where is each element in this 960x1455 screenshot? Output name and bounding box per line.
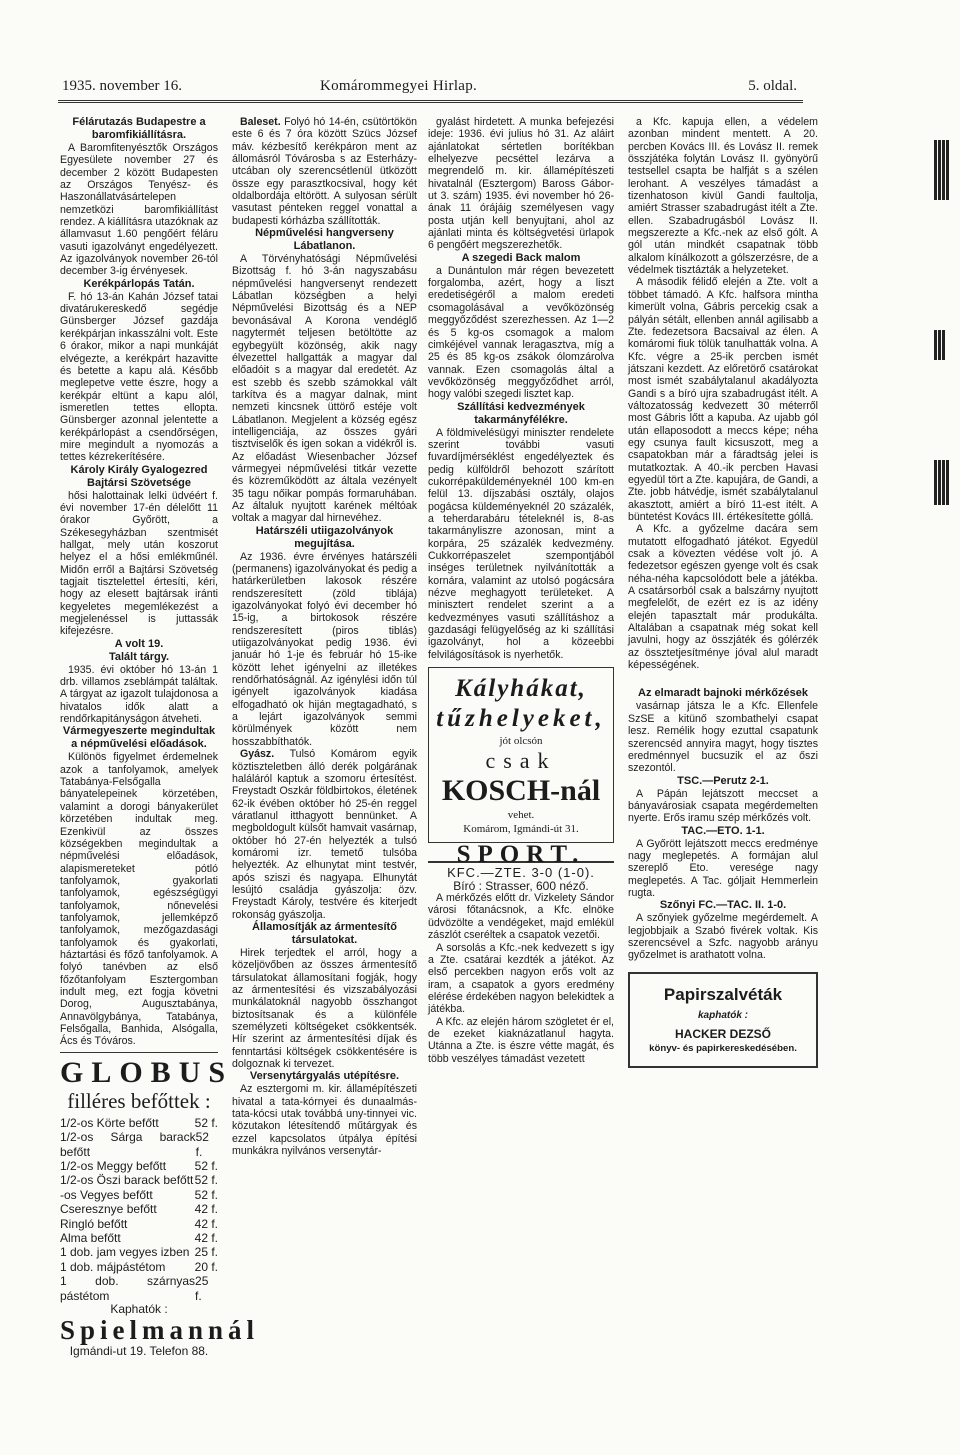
item-price: 52 f. (194, 1158, 218, 1173)
ad-line: jót olcsón (499, 735, 543, 748)
ad-title: Papirszalvéták (663, 984, 783, 1004)
item-price: 42 f. (194, 1230, 218, 1245)
article-text: vasárnap játsza le a Kfc. Ellenfele SzSE a kitünő szombathelyi csapat lesz. Remélik hogy ezuttal csapatunk szerencséd annyira magyt, hogy tisztes eredménnyel bucsuzik el az őszi szezontól. (628, 700, 818, 775)
article-text: Az 1936. évre érvényes határszéli (permanens) igazolványokat és pedig a határkerületben lakosok részére rendszeresített (zöld tiblája) igazolványokat folyó évi december hó 15-ig, a birtokosok részére rendszeresített (piros tiblás) utiigazolványokat pedig 1936. évi január hó 1-je és február hó 15-ike között lehet igényelni az illetékes rendőrhatóságnál. Az igénylési időn túl igényelt igazolványok kiadása elfogadható ok hiján megtagadható, s a lejárt igazolványok semmi körülmények között nem hosszabbíthatók. (232, 550, 417, 748)
ad-line: vehet. (507, 809, 535, 822)
item-price: 52 f. (194, 1187, 218, 1202)
article-headline: A volt 19. (114, 637, 164, 650)
article-headline: Szőnyi FC.—TAC. II. 1-0. (659, 899, 787, 912)
item-price: 25 f. (194, 1245, 218, 1260)
item-price: 25 f. (195, 1274, 209, 1303)
ad-address: Igmándi-ut 19. Telefon 88. (69, 1344, 209, 1359)
item-name: -os Vegyes befőtt (60, 1187, 153, 1202)
price-row (60, 1159, 218, 1173)
ad-shop-name: HACKER DEZSŐ (674, 1027, 771, 1041)
article-text: gyalást hirdetett. A munka befejezési ideje: 1936. évi julius hó 31. Az aláirt ajánlatokat sértetlen borítékban elhelyezve pecséttel lezárva a megrendelő m. kir. államépítészeti hivatalnál (Esztergom) Baross Gábor-ut 3. szám) 1935. évi november hó 26-ának 11 órájáig személyesen vagy posta utján kell benyujtani, ahol az ajánlati minta és költségvetési ürlapok 6 pengőért megszerezhetők. (428, 116, 614, 252)
price-row (60, 1231, 218, 1245)
article-headline: A szegedi Back malom (461, 251, 581, 264)
match-score: KFC.—ZTE. 3-0 (1-0). (447, 865, 595, 881)
item-price: 20 f. (194, 1259, 218, 1274)
item-price: 42 f. (194, 1202, 218, 1217)
article-text: hősi halottainak lelki üdvéért f. évi november 17-én délelőtt 11 órakor Győrött, a Székesegyházban szentmisét hallgat, mely után koszorut helyez el a hősi emlékműnél. Midőn erről a Bajtársi Szövetség tagjait tisztelettel értesíti, kéri, hogy az elesett bajtársak iránti kegyeletes megemlékezést a megjelenéssel is juttassák kifejezésre. (60, 489, 218, 638)
article-text: A Pápán lejátszott meccset a bányavárosiak csapata megérdemelten nyerte. Erős iramu szép mérkőzés volt. (628, 787, 818, 825)
article-headline: Szállítási kedvezmények takarmányfélékre. (457, 400, 585, 426)
article-headline: Államosítják az ármentesítő társulatokat. (252, 920, 397, 946)
article-text: A Kfc. az elején három szögletet ér el, de ezeket kiaknázatlanul hagyta. Utánna a Zte. is észre vétte magát, és több veszélyes támadást vezetett (428, 1015, 614, 1065)
ad-available: kaphatók : (697, 1009, 748, 1021)
item-name: 1 dob. jam vegyes izben (60, 1245, 190, 1260)
item-name: 1 dob. szárnyas pástétom (60, 1274, 196, 1303)
article-headline: Károly Király Gyalogezred Bajtársi Szövetsége (70, 463, 208, 489)
item-price: 52 f. (194, 1115, 218, 1130)
ad-line: Kályhákat, (455, 675, 587, 703)
item-name: Alma befőtt (60, 1230, 121, 1245)
article-headline: Határszéli utiigazolványok megujítása. (255, 524, 394, 550)
article-text: Az esztergomi m. kir. államépítészeti hivatal a tata-kórnyei és dunaalmás-tata-kócsi utak továbbá uny-tinnyei vic. közutakon létesítendő műtárgyak és ezzel kapcsolatos útpálya építési munkákra nyilvános versenytár- (232, 1083, 417, 1158)
price-row (60, 1188, 218, 1202)
scan-mark (934, 140, 956, 205)
article-text (232, 116, 417, 227)
article-headline: Talált tárgy. (108, 650, 170, 663)
match-referee: Bíró : Strasser, 600 néző. (453, 878, 589, 893)
article-headline: Az elmaradt bajnoki mérkőzések (638, 687, 808, 700)
item-name: 1/2-os Meggy befőtt (60, 1158, 167, 1173)
column-4 (628, 116, 818, 1446)
article-text: A második félidő elején a Zte. volt a többet támadó. A Kfc. halfsora mintha kimerült volna, Gábris percekig csak a pályán sétált, ellenben annál agilisabb a Zte. fedezetsora Bacsaival az élen. A komáromi fiuk tölük tanulhatták volna. A Kfc. végre a 25-ik percben ismét játszani kezdett. Az előretörő csatárokat most ismét szabálytalanul akadályozta Gandi s a bíró ujra szabadrugást itélt. A változatosság kedvezett 30 méterről most Gábris lőtt a kapuba. Az ujabb gól után ellaposodott a meccs képe; néha egy csunya fault kicsuszott, meg a csapatokban már a fáradtság jelei is mutatkoztak. A 40.-ik percben Havasi egyedül tört a Zte. kapujára, de Gandi, a Zte. jobb hátvédje, ismét szabálytalanul akasztott, amiért a bíró 11-est itélt. A büntetést Kovács III. értékesítette góllá. (628, 276, 818, 523)
article-text: a Kfc. kapuja ellen, a védelem azonban mindent mentett. A 20. percben Kovács III. és Lovász II. remek összjátéka folytán Lovász II. gyönyörű testsellel csapta be halfját s a szélen lerohant. A veszélyes támadást a tizenhatoson kivül Gandi faultolja, amiért Strasser szabadrugást itélt a Zte. ellen. Szabadrugásból Lovász II. megszerezte a Kfc.-nek az első gólt. A gól után mindkét csapatnak több alkalom kínálkozott a gólszerzésre, de a védelmek tisztázták a helyzeteket. (628, 116, 818, 277)
page-header (58, 72, 803, 103)
price-row (60, 1116, 218, 1130)
article-text: A szőnyiek győzelme megérdemelt. A legjobbjaik a Szabó fivérek voltak. Kis szerencsével a Szfc. nagyobb arányu győzelmet is arathatott volna. (628, 912, 818, 962)
globus-advertisement (60, 1055, 260, 1359)
item-price: 52 f. (194, 1173, 218, 1188)
ad-shop-name: Spielmannál (60, 1315, 260, 1346)
ad-description: könyv- és papirkereskedésében. (649, 1043, 797, 1055)
item-name: 1 dob. májpástétom (60, 1259, 166, 1274)
article-text: 1935. évi október hó 13-án 1 drb. villamos zseblámpát találtak. A tárgyat az igazolt tulajdonosa a hivatalos idők alatt a rendőrkapitányságon átveheti. (60, 663, 218, 726)
ad-title: GLOBUS (60, 1055, 234, 1089)
ad-line: csak (485, 748, 557, 774)
article-headline: Kerékpárlopás Tatán. (83, 277, 195, 290)
article-lead: Gyász. (240, 748, 275, 761)
price-row (60, 1217, 218, 1231)
ad-line: tűzhelyeket, (436, 705, 606, 733)
article-text: A mérkőzés előtt dr. Vizkelety Sándor városi főtanácsnok, a Kfc. elnöke üdvözölte a vendégeket, majd emlékül zászlót cseréltek a csapatok vezetői. (428, 892, 614, 942)
article-text: Különös figyelmet érdemelnek azok a tanfolyamok, amelyek Tatabánya-Felsőgalla bányatelepeinek körzetében, valamint a dorogi bányakerület körzetében indultak meg. Ezenkivül az összes községekben megindultak a népművelési előadások, alapismereteket pótló tanfolyamok, gyakorlati tanfolyamok, egészségügyi tanfolyamok, nőnevelési tanfolyamok, jellemképző tanfolyamok, mezőgazdasági tanfolyamok és gyakorlati, háztartási és főző tanfolyamok. A folyó tanévben az első főzőtanfolyam Esztergomban indult meg, ezt fogja követni Dorog, Augusztabánya, Annavölgybánya, Tatabánya, Felsőgalla, Banhida, Alsógalla, Ács és Tóváros. (60, 751, 218, 1048)
article-headline: TSC.—Perutz 2-1. (677, 774, 769, 787)
item-name: 1/2-os Körte befőtt (60, 1115, 159, 1130)
scan-mark (934, 460, 956, 510)
sport-section-title: SPORT. (428, 849, 614, 863)
article-headline: TAC.—ETO. 1-1. (681, 824, 765, 837)
item-price: 52 f. (195, 1130, 209, 1159)
article-body: Tulsó Komárom egyik köztiszteletben álló derék polgárának haláláról kaptuk a szomoru értesítést. Freystadt Oszkár földbirtokos, életének 62-ik évében október hó 25-én reggel váratlanul itthagyott bennünket. A megboldogult külsőt hamvait vasárnap, október hó 27-én helyezték a tulsó komáromi izr. temető tulsóba helyezték. Az elhunytat mint testvér, após sziszi és nagyapa. Elhunytát lesújtó családja gyászolja: özv. Freystadt Károly, testvére és kiterjedt rokonság gyászolja. (232, 748, 417, 921)
ad-subtitle: filléres befőttek : (67, 1088, 211, 1113)
price-row (60, 1130, 218, 1159)
article-text: A Kfc. a győzelme dacára sem mutatott elfogadható játékot. Egyedül csak a kövezten védése volt jó. A fedezetsor egészen gyenge volt és csak néha-néha kapcsolódott bele a játékba. A csatársorból csak a balszárny nyujtott megfelelőt, de ezért ez is az idény elején tapasztalt már produkálta. Altalában a csapatnak még sokat kell javulni, hogy az összjáték és gólérzék az össztetjesítménye jóval alul maradt képességének. (628, 523, 818, 672)
article-text: Hirek terjedtek el arról, hogy a közeljövőben az összes ármentesítő társulatokat államosítani fogják, hogy az ármentesítési és vizszabályozási munkálatoknál nagyobb összhangot biztosítsanak és a különféle személyzeti költségeket csökkentsék. Hír szerint az ármentesítési díjak és fenntartási költségek csökkentésére is dolgoznak ki tervezet. (232, 946, 417, 1071)
price-row (60, 1274, 218, 1303)
price-row (60, 1202, 218, 1216)
item-name: 1/2-os Sárga barack befőtt (60, 1130, 196, 1159)
article-text: F. hó 13-án Kahán József tatai divatárukereskedő segédje Günsberger József gazdája kerékpárjan inkasszálni volt. Este 6 órakor, mikor a napi munkáját elvégezte, a kerékpárt hazavitte és betette a kapu alá. Később meglepetve vette észre, hogy a kerékpár eltünt a kapu alól, ismeretlen tettes ellopta. Günsberger azonnal jelentette a kerékpárlopást a csendőrségen, mire megindult a nyomozás a tettes kézrekerítésére. (60, 290, 218, 464)
price-row (60, 1245, 218, 1259)
item-name: Ringló befőtt (60, 1216, 128, 1231)
article-text: A sorsolás a Kfc.-nek kedvezett s igy a Zte. csatárai kezdték a játékot. Az első percekben nagyon erős volt az iram, a csapatok a gyors eredmény elérése érdekében nagyon belekidtek a játékba. (428, 941, 614, 1016)
newspaper-title: Komárommegyei Hirlap. (320, 78, 478, 94)
ad-shop-name: KOSCH-nál (441, 774, 601, 808)
column-3 (428, 116, 614, 1446)
divider (60, 1052, 218, 1053)
article-body: Folyó hó 14-én, csütörtökön este 6 és 7 óra között Szücs József máv. kézbesítő kerékpáron ment az állomásról Tóvárosba s az Esterházy-utcában oly szerencsétlenül ütközött össze egy parasztkocsival, hogy két oldalbordája eltörött. A sulyosan sérült vasutast pénteken reggel vonattal a budapesti kórházba szállították. (232, 116, 417, 227)
article-lead: Baleset. (240, 116, 281, 128)
spacer (628, 671, 818, 687)
kosch-advertisement (428, 667, 614, 843)
article-text: A Baromfitenyésztők Országos Egyesülete november 27 és december 2 között Budapesten az Országos Tenyész- és Haszonállatvásártelepen nemzetközi baromfikiállítást rendez. A kiállításra utazóknak az államvasut 1.60 pengőért féláru vasuti igazolványt engedélyezett. Az igazolványok november 26-tól december 3-ig érvényesek. (60, 142, 218, 278)
article-text: A Törvényhatósági Népművelési Bizottság f. hó 3-án nagyszabásu népművelési hangversenyt rendezett Lábatlan községben a helyi Népművelési Bizottság és a NEP bevonásával A Korona vendéglő nagytermét teljesen betöltötte az egybegyült közönség, akik nagy élvezettel hallgatták a magyar dal előadóit s a magyar dal eredetét. Az est szebb és szebb számokkal vált tarkítva és a magyar dalnak, mint nemzeti kincsnek üttörő estéje volt Lábatlanon. Megjelent a község egész intelligenciája, az összes gyári tisztviselők és igen sokan a vidékről is. Az előadást Wiesenbacher József vármegyei népművelési titkár vezette és közreműködött az általa vezényelt 35 tagu nőikar pompás formaruhában. Az általuk nyujtott karének méltóak voltak a magyar dal hirnevéhez. (232, 253, 417, 525)
price-row (60, 1173, 218, 1187)
scan-mark (934, 330, 956, 365)
article-text: A Győrött lejátszott meccs eredménye nagy meglepetés. A formájan alul szereplő Eto. veresége nagy meglepetés. A Tac. góljait Hemmerlein rugta. (628, 837, 818, 899)
page-number: 5. oldal. (748, 78, 797, 94)
ad-available: Kaphatók : (110, 1301, 168, 1316)
article-headline: Versenytárgyalás utépítésre. (249, 1070, 400, 1083)
issue-date: 1935. november 16. (62, 78, 182, 94)
article-text (232, 748, 417, 921)
article-headline: Népművelési hangverseny Lábatlanon. (255, 227, 394, 253)
item-name: 1/2-os Öszi barack befőtt (60, 1173, 194, 1188)
item-name: Cseresznye befőtt (60, 1202, 157, 1217)
hacker-advertisement (628, 972, 818, 1068)
ad-address: Komárom, Igmándi-út 31. (463, 823, 579, 836)
article-headline: Félárutazás Budapestre a baromfikiállításra. (72, 116, 206, 141)
item-price: 42 f. (194, 1216, 218, 1231)
article-text: A földmivelésügyi miniszter rendelete szerint további vasuti fuvardíjmérséklést engedélyeztek és pedig külföldről behozott szárított cukorrépaküldeményeknél 100 km-en felül 13. díjszabási osztály, olajos pogácsa küldeményeknél 20 százalék, a teherdarabáru tételeknél is, 8-as takarmányliszre azonosan, mint a korpára, 25 százalék kedvezmény. Cukkorrépaszelet szempontjából inséges területnek nyilvánították a kornára, valamint az utolsó pogácsára nézve meghagyott területeket. A minisztert rendelet szerint a a kedvezményes vasuti szállításhoz a gazdasági felügyelőség az ki szállítási igazolványt, hol a közeebbi felvilágosítások is nyerhetők. (428, 426, 614, 661)
article-text: a Dunántulon már régen bevezetett forgalomba, azért, hogy a liszt eredetiségéről a malom eredeti csomagolásával a vevőközönség meggyőződést szerezhessen. Az 1—2 és 5 kg-os csomagok a malom cimkéjével vannak leragasztva, míg a 25 és 85 kg-os zsákok ólomzárolva vannak. Ezen csomagolás által a vevőközönség meggyőződhet arról, hogy valóbi szegedi lisztet kap. (428, 264, 614, 401)
column-2 (232, 116, 417, 1446)
article-headline: Vármegyeszerte megindultak a népművelési előadások. (62, 725, 216, 751)
price-row (60, 1260, 218, 1274)
